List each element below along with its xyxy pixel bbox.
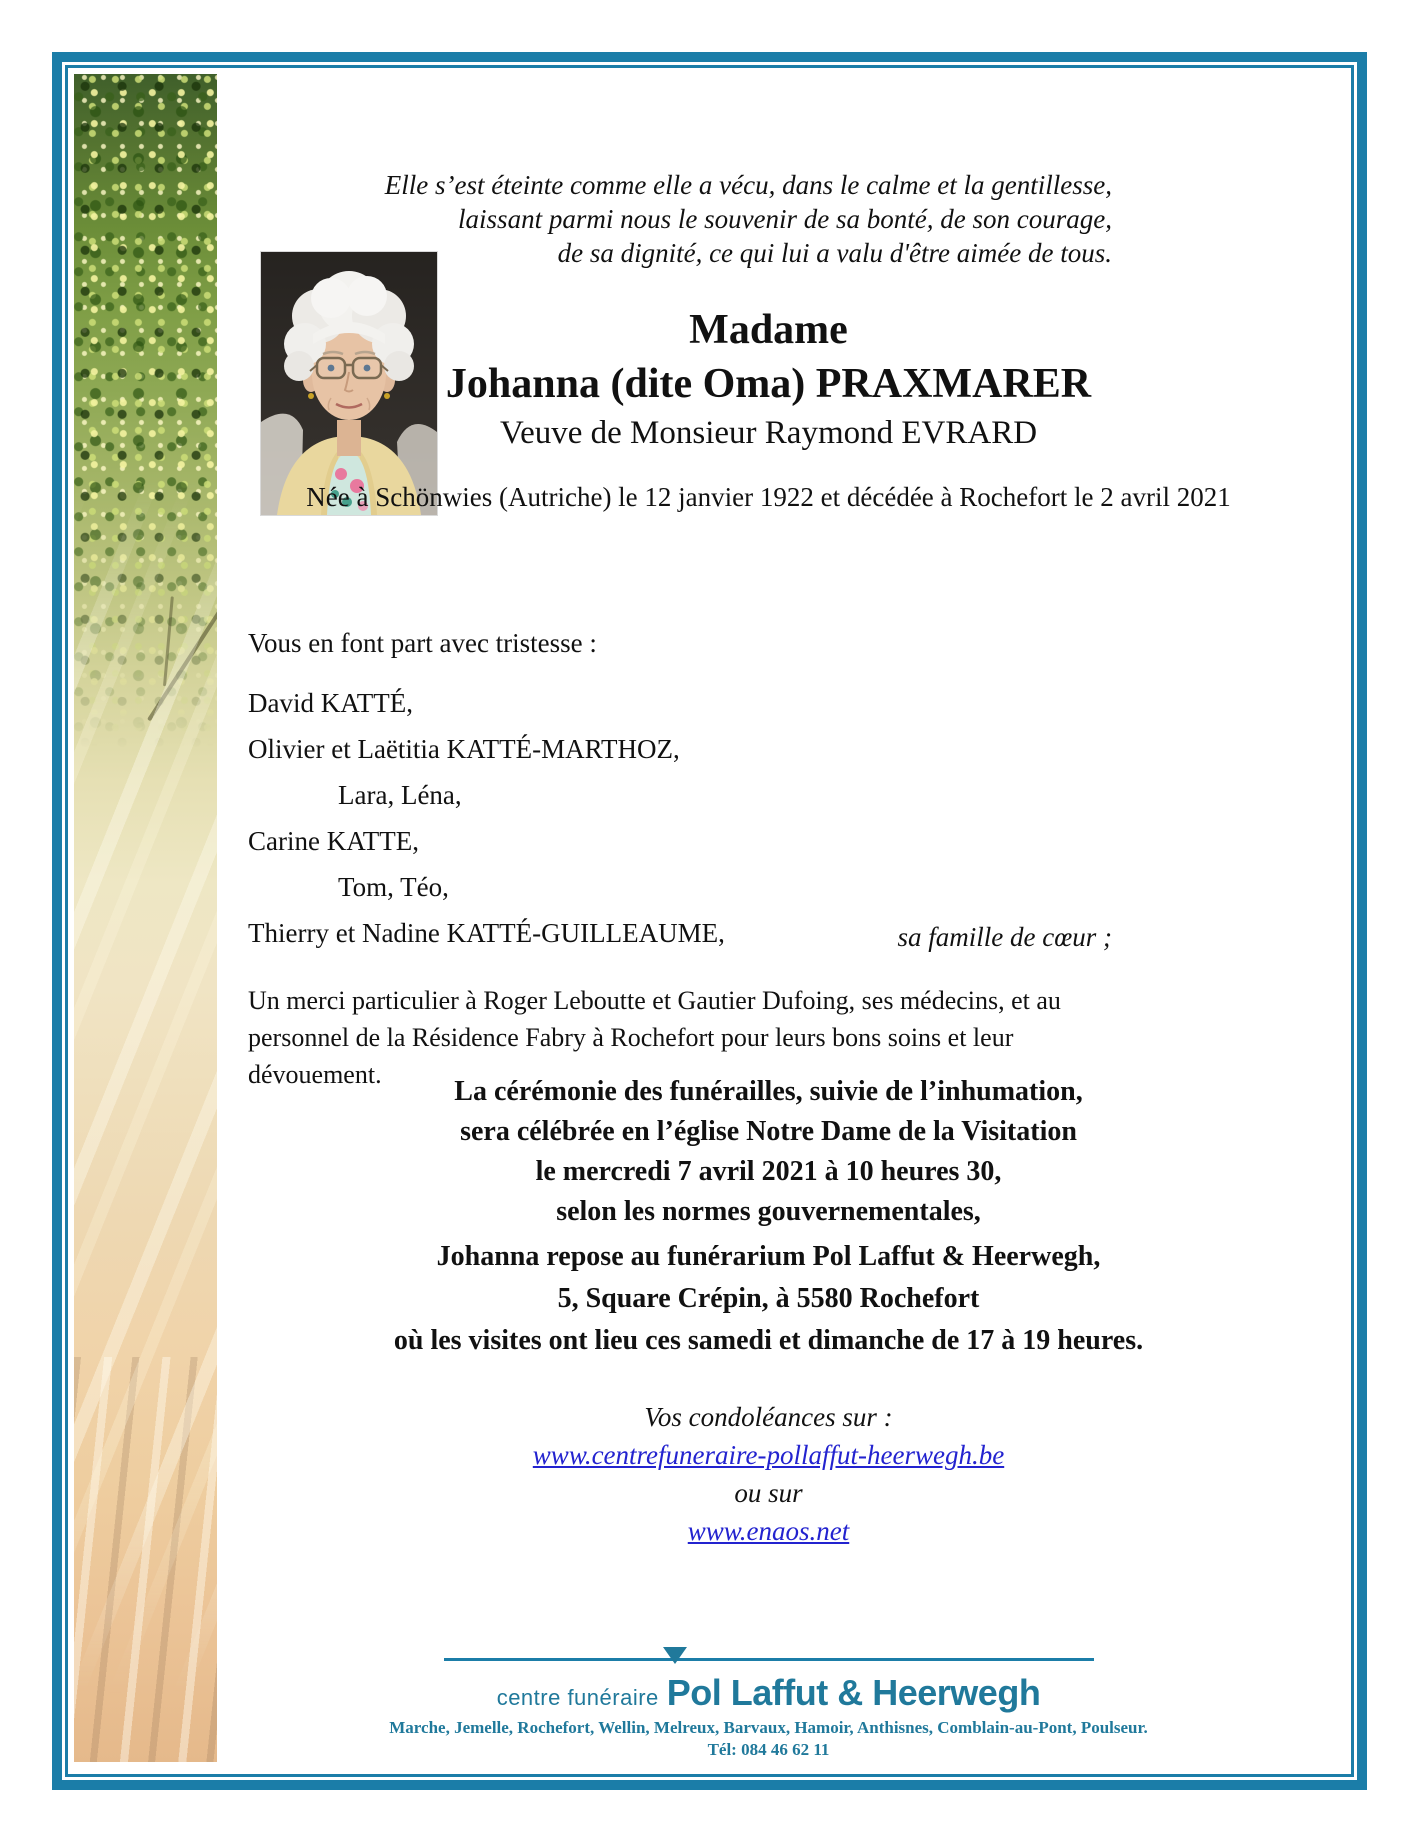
deceased-salutation: Madame bbox=[689, 307, 848, 353]
ceremony-line: sera célébrée en l’église Notre Dame de la Visitation bbox=[460, 1116, 1077, 1147]
family-list bbox=[248, 680, 725, 956]
repose-details bbox=[217, 1236, 1320, 1362]
funeral-home-logo bbox=[217, 1672, 1320, 1713]
footer-divider-line bbox=[444, 1658, 1094, 1661]
deceased-name: Johanna (dite Oma) PRAXMARER bbox=[445, 361, 1092, 407]
footer-phone: Tél: 084 46 62 11 bbox=[707, 1740, 830, 1759]
family-member-line: David KATTÉ, bbox=[248, 688, 413, 718]
birth-death-line: Née à Schönwies (Autriche) le 12 janvier 1922 et décédée à Rochefort le 2 avril 2021 bbox=[306, 482, 1231, 512]
ceremony-details bbox=[217, 1072, 1320, 1232]
repose-line: 5, Square Crépin, à 5580 Rochefort bbox=[557, 1283, 980, 1314]
condolences-separator: ou sur bbox=[734, 1478, 803, 1508]
enaos-website-link[interactable]: www.enaos.net bbox=[687, 1516, 850, 1546]
thanks-paragraph: Un merci particulier à Roger Leboutte et Gautier Dufoing, ses médecins, et au personnel de la Résidence Fabry à Rochefort pour leurs bons soins et leur dévouement. bbox=[248, 986, 1061, 1089]
repose-line: Johanna repose au funérarium Pol Laffut & Heerwegh, bbox=[436, 1241, 1101, 1272]
family-closing-line: sa famille de cœur ; bbox=[897, 922, 1112, 952]
deceased-widow-line: Veuve de Monsieur Raymond EVRARD bbox=[499, 415, 1038, 451]
family-member-line: Tom, Téo, bbox=[338, 872, 449, 902]
repose-line: où les visites ont lieu ces samedi et dimanche de 17 à 19 heures. bbox=[393, 1325, 1144, 1356]
epitaph-line: Elle s’est éteinte comme elle a vécu, dans le calme et la gentillesse, bbox=[384, 170, 1112, 200]
family-member-line: Carine KATTE, bbox=[248, 826, 419, 856]
ceremony-line: le mercredi 7 avril 2021 à 10 heures 30, bbox=[535, 1156, 1002, 1187]
footer-locations: Marche, Jemelle, Rochefort, Wellin, Melreux, Barvaux, Hamoir, Anthisnes, Comblain-au-Pont, Poulseur. bbox=[389, 1718, 1148, 1737]
funeral-home-footer bbox=[217, 1658, 1320, 1760]
forest-path-photo-strip bbox=[74, 74, 217, 1762]
sandy-path-shading bbox=[74, 1357, 217, 1762]
condolences-website-link[interactable]: www.centrefuneraire-pollaffut-heerwegh.be bbox=[532, 1440, 1005, 1470]
deceased-title-block bbox=[217, 303, 1320, 455]
ceremony-line: La cérémonie des funérailles, suivie de l’inhumation, bbox=[454, 1076, 1083, 1107]
ceremony-line: selon les normes gouvernementales, bbox=[556, 1196, 981, 1227]
logo-brand-name: Pol Laffut & Heerwegh bbox=[666, 1672, 1041, 1713]
epitaph-verse bbox=[380, 168, 1112, 270]
condolences-section bbox=[217, 1398, 1320, 1550]
epitaph-line: de sa dignité, ce qui lui a valu d'être aimée de tous. bbox=[557, 238, 1112, 268]
logo-prefix: centre funéraire bbox=[496, 1685, 659, 1710]
epitaph-line: laissant parmi nous le souvenir de sa bonté, de son courage, bbox=[458, 204, 1112, 234]
branch-decoration bbox=[147, 576, 217, 721]
family-member-line: Lara, Léna, bbox=[338, 780, 462, 810]
condolences-intro: Vos condoléances sur : bbox=[644, 1402, 893, 1432]
announcement-intro: Vous en font part avec tristesse : bbox=[248, 628, 597, 658]
family-member-line: Olivier et Laëtitia KATTÉ-MARTHOZ, bbox=[248, 734, 680, 764]
family-member-line: Thierry et Nadine KATTÉ-GUILLEAUME, bbox=[248, 918, 725, 948]
logo-triangle-icon bbox=[663, 1647, 687, 1664]
